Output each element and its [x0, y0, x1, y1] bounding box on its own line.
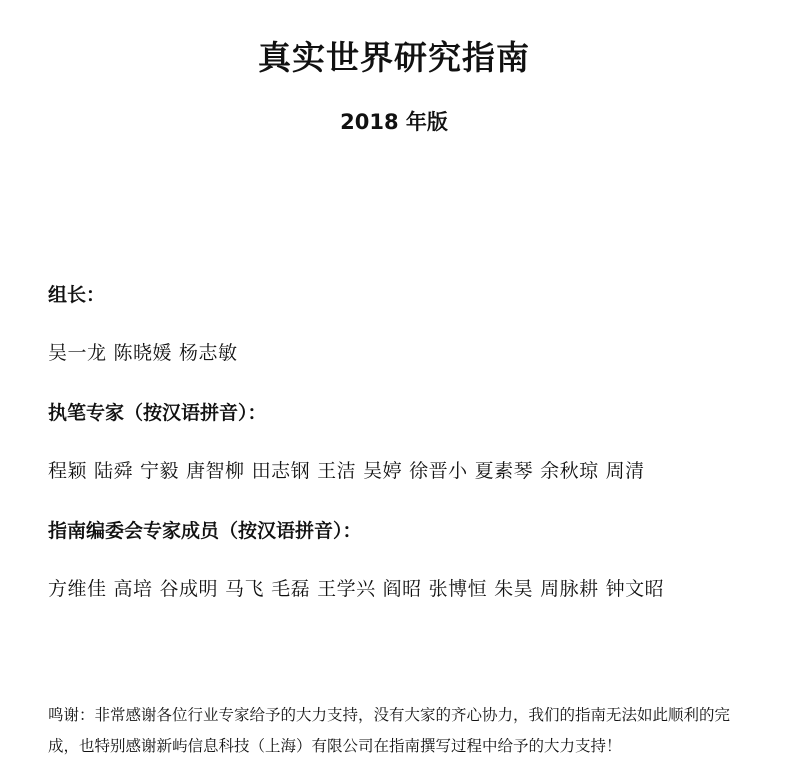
name-item: 张博恒	[428, 578, 488, 600]
authors-names	[48, 456, 652, 483]
acknowledgement-paragraph: 鸣谢：非常感谢各位行业专家给予的大力支持，没有大家的齐心协力，我们的指南无法如此顺利的完成，也特别感谢新屿信息科技（上海）有限公司在指南撰写过程中给予的大力支持！	[48, 706, 731, 755]
name-item: 马飞	[225, 578, 265, 600]
section-heading-committee: 指南编委会专家成员（按汉语拼音）：	[48, 520, 362, 542]
name-item: 吴一龙	[48, 342, 107, 364]
name-item: 余秋琼	[540, 460, 599, 482]
name-item: 陆舜	[94, 460, 134, 482]
name-item: 唐智柳	[186, 460, 245, 482]
name-item: 徐晋小	[409, 460, 468, 482]
edition-label: 2018 年版	[340, 110, 448, 134]
name-item: 阎昭	[382, 578, 422, 600]
name-item: 周清	[605, 460, 645, 482]
document-title: 真实世界研究指南	[258, 38, 530, 77]
section-heading-authors: 执笔专家（按汉语拼音）：	[48, 402, 267, 424]
name-item: 王学兴	[317, 578, 376, 600]
name-item: 毛磊	[271, 578, 311, 600]
name-item: 夏素琴	[474, 460, 534, 482]
leaders-names	[48, 338, 245, 365]
name-item: 宁毅	[140, 460, 180, 482]
name-item: 吴婷	[363, 460, 403, 482]
name-item: 谷成明	[159, 578, 219, 600]
name-item: 钟文昭	[605, 578, 665, 600]
name-item: 高培	[113, 578, 153, 600]
name-item: 王洁	[317, 460, 357, 482]
name-item: 杨志敏	[179, 342, 238, 364]
name-item: 陈晓媛	[113, 342, 173, 364]
name-item: 程颖	[48, 460, 88, 482]
name-item: 周脉耕	[540, 578, 599, 600]
committee-names	[48, 574, 671, 601]
section-heading-leaders: 组长：	[48, 284, 106, 306]
name-item: 方维佳	[48, 578, 107, 600]
name-item: 田志钢	[251, 460, 311, 482]
name-item: 朱昊	[494, 578, 534, 600]
